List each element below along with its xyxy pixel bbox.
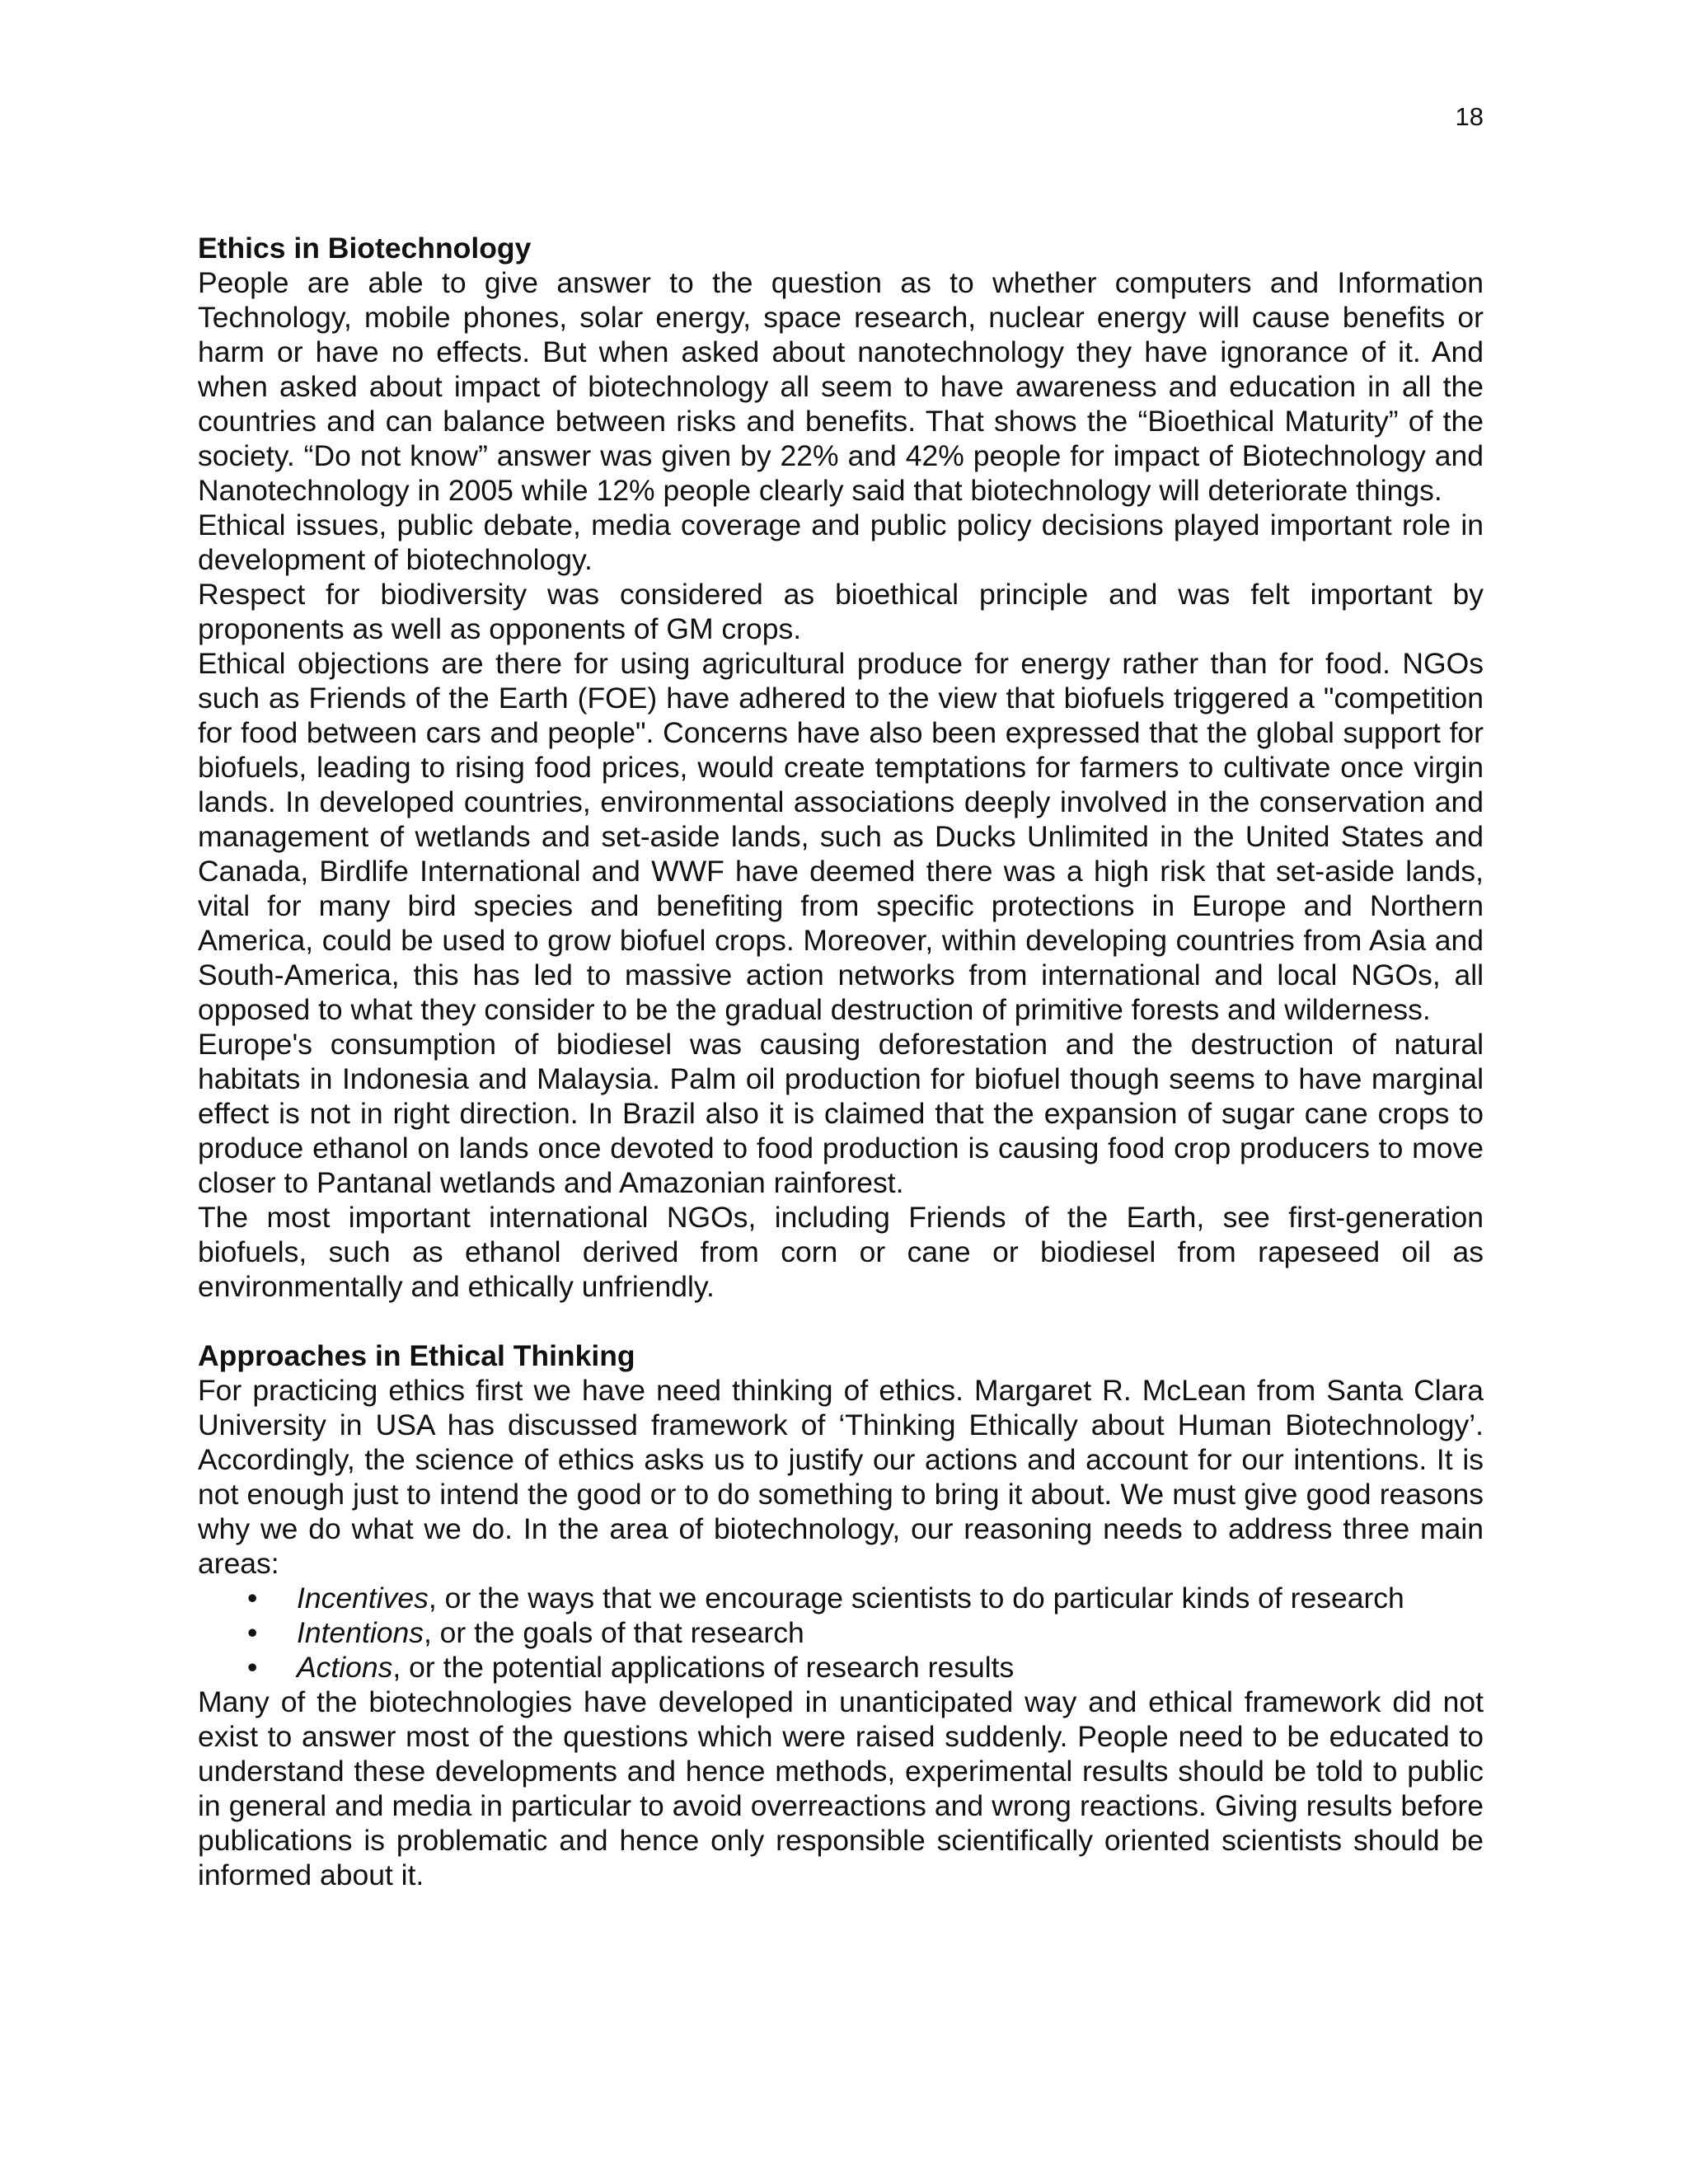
list-item-text: , or the goals of that research (423, 1616, 804, 1649)
bullet-icon: • (247, 1582, 258, 1615)
paragraph: For practicing ethics first we have need thinking of ethics. Margaret R. McLean from Santa Clara University in USA has discussed framework of ‘Thinking Ethically about Human Biotechnology’. Accordingly, the science of ethics asks us to justify our actions and account for our intentions. It is not enough just to intend the good or to do something to bring it about. We must give good reasons why we do what we do. In the area of biotechnology, our reasoning needs to address three main areas: (198, 1374, 1484, 1580)
list-item (247, 1650, 1484, 1685)
paragraph: The most important international NGOs, including Friends of the Earth, see first-generation biofuels, such as ethanol derived from corn or cane or biodiesel from rapeseed oil as environmentally and ethically unfriendly. (198, 1201, 1484, 1303)
list-item-text: , or the potential applications of research results (392, 1651, 1015, 1684)
list-item-term: Actions (297, 1651, 393, 1684)
document-body (198, 231, 1484, 1892)
list-item (247, 1615, 1484, 1650)
paragraph: Europe's consumption of biodiesel was causing deforestation and the destruction of natural habitats in Indonesia and Malaysia. Palm oil production for biofuel though seems to have marginal effect is not in right direction. In Brazil also it is claimed that the expansion of sugar cane crops to produce ethanol on lands once devoted to food production is causing food crop producers to move closer to Pantanal wetlands and Amazonian rainforest. (198, 1028, 1484, 1199)
list-item-term: Incentives (297, 1582, 429, 1615)
paragraph: Many of the biotechnologies have developed in unanticipated way and ethical framework did not exist to answer most of the questions which were raised suddenly. People need to be educated to understand these developments and hence methods, experimental results should be told to public in general and media in particular to avoid overreactions and wrong reactions. Giving results before publications is problematic and hence only responsible scientifically oriented scientists should be informed about it. (198, 1685, 1484, 1891)
paragraph: People are able to give answer to the question as to whether computers and Information Technology, mobile phones, solar energy, space research, nuclear energy will cause benefits or harm or have no effects. But when asked about nanotechnology they have ignorance of it. And when asked about impact of biotechnology all seem to have awareness and education in all the countries and can balance between risks and benefits. That shows the “Bioethical Maturity” of the society. “Do not know” answer was given by 22% and 42% people for impact of Biotechnology and Nanotechnology in 2005 while 12% people clearly said that biotechnology will deteriorate things. (198, 266, 1484, 507)
paragraph: Ethical issues, public debate, media coverage and public policy decisions played important role in development of biotechnology. (198, 509, 1484, 576)
page-number: 18 (1455, 102, 1484, 131)
section-heading-approaches: Approaches in Ethical Thinking (198, 1339, 635, 1372)
section-spacer (198, 1304, 1484, 1338)
list-item-term: Intentions (297, 1616, 424, 1649)
list-item-text: , or the ways that we encourage scientists to do particular kinds of research (428, 1582, 1404, 1615)
section-heading-ethics: Ethics in Biotechnology (198, 232, 532, 265)
bullet-icon: • (247, 1616, 258, 1649)
paragraph: Ethical objections are there for using agricultural produce for energy rather than for food. NGOs such as Friends of the Earth (FOE) have adhered to the view that biofuels triggered a "competition for food between cars and people". Concerns have also been expressed that the global support for biofuels, leading to rising food prices, would create temptations for farmers to cultivate once virgin lands. In developed countries, environmental associations deeply involved in the conservation and management of wetlands and set-aside lands, such as Ducks Unlimited in the United States and Canada, Birdlife International and WWF have deemed there was a high risk that set-aside lands, vital for many bird species and benefiting from specific protections in Europe and Northern America, could be used to grow biofuel crops. Moreover, within developing countries from Asia and South-America, this has led to massive action networks from international and local NGOs, all opposed to what they consider to be the gradual destruction of primitive forests and wilderness. (198, 647, 1484, 1026)
bullet-icon: • (247, 1651, 258, 1684)
list-item (247, 1581, 1484, 1615)
paragraph: Respect for biodiversity was considered as bioethical principle and was felt important by proponents as well as opponents of GM crops. (198, 578, 1484, 645)
bullet-list (198, 1581, 1484, 1685)
